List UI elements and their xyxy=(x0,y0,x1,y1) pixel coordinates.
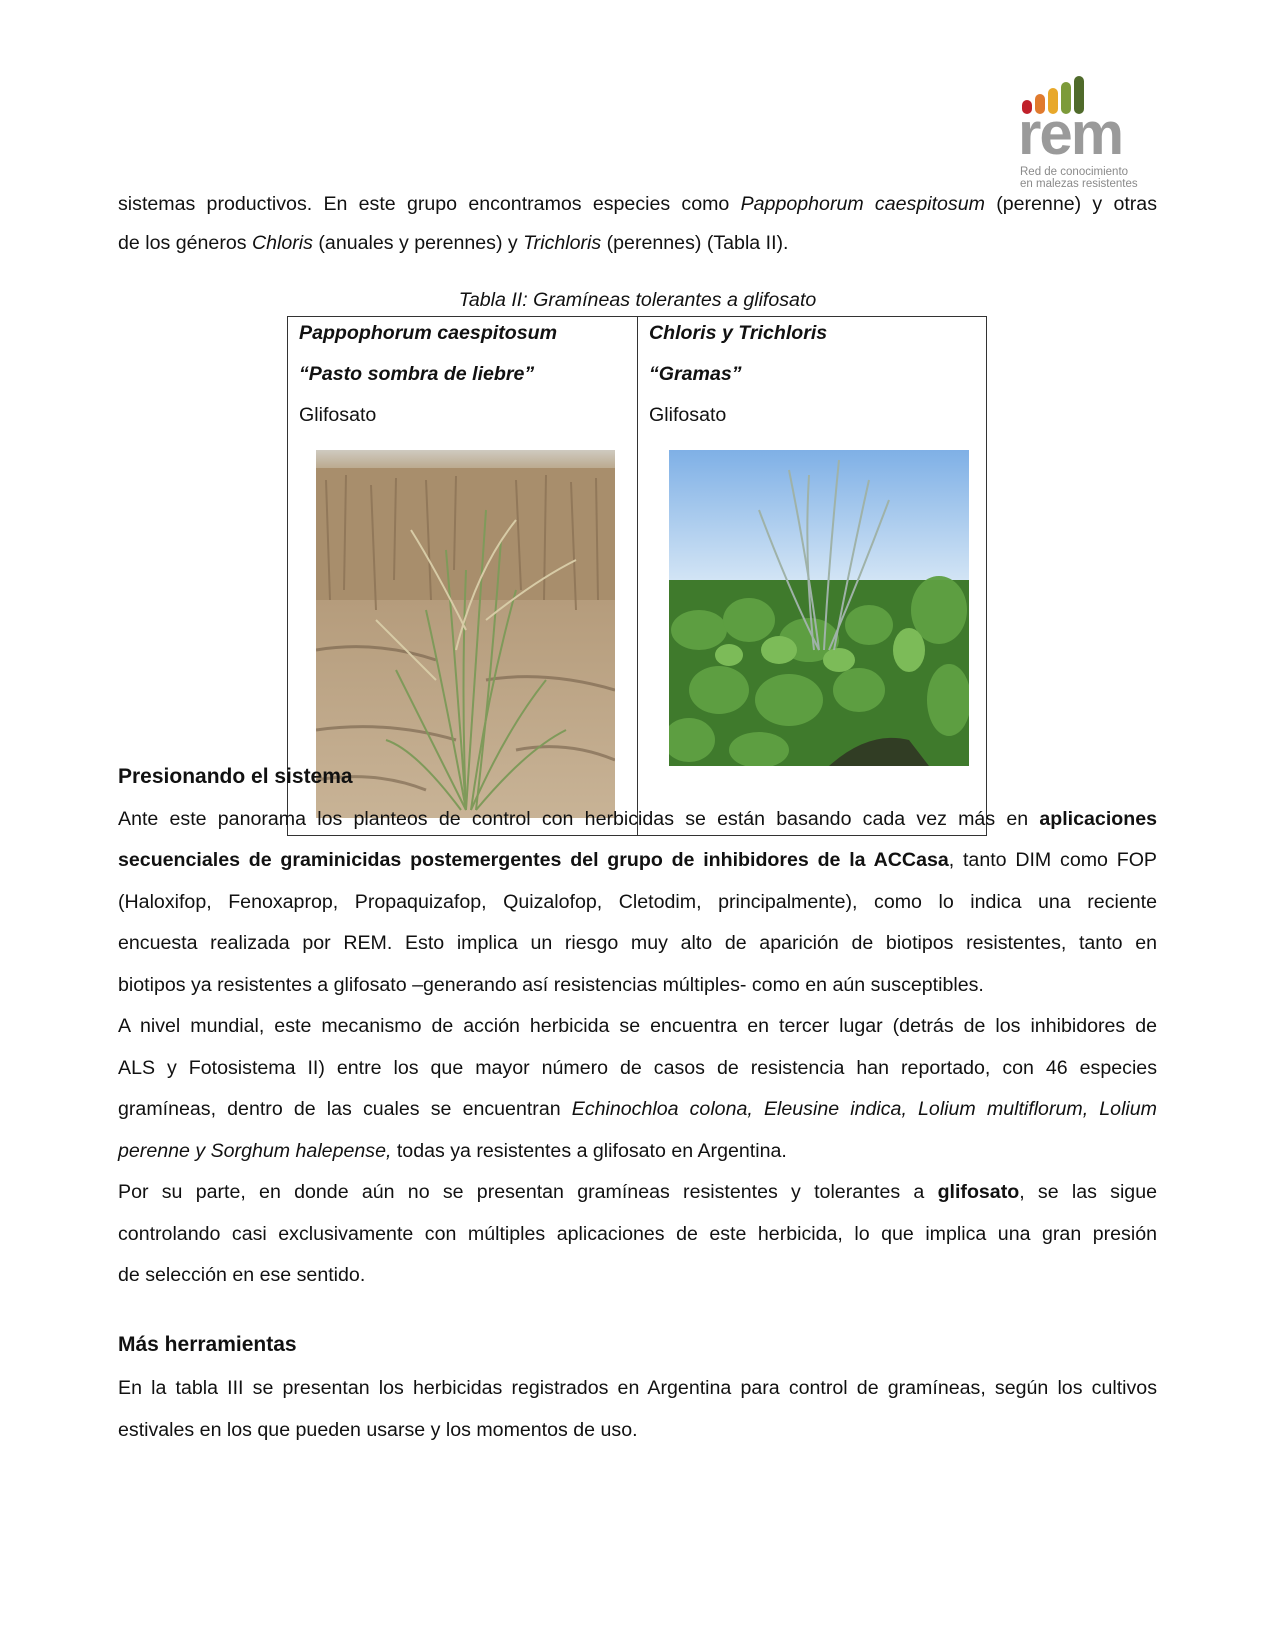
paragraph-line xyxy=(118,807,1157,831)
genus-name: Trichloris xyxy=(523,232,602,254)
paragraph-line: de selección en ese sentido. xyxy=(118,1264,366,1286)
common-name: “Gramas” xyxy=(649,363,742,385)
paragraph-line: A nivel mundial, este mecanismo de acción herbicida se encuentra en tercer lugar (detrás de los inhibidores de xyxy=(118,1015,1157,1037)
text: Por su parte, en donde aún no se presentan gramíneas resistentes y tolerantes a xyxy=(118,1181,938,1203)
text: (anuales y perennes) y xyxy=(312,232,524,254)
paragraph-line: ALS y Fotosistema II) entre los que mayor número de casos de resistencia han reportado, con 46 especies xyxy=(118,1057,1157,1079)
text: (perennes) (Tabla II). xyxy=(601,232,789,254)
table-ii xyxy=(287,316,987,836)
text: sistemas productivos. En este grupo encontramos especies como xyxy=(118,193,741,215)
section-heading-mas-herramientas: Más herramientas xyxy=(118,1333,297,1356)
paragraph-line: biotipos ya resistentes a glifosato –generando así resistencias múltiples- como en aún susceptibles. xyxy=(118,974,984,996)
text: todas ya resistentes a glifosato en Argentina. xyxy=(391,1140,787,1162)
species-name: Pappophorum caespitosum xyxy=(740,193,985,215)
paragraph-line: controlando casi exclusivamente con múltiples aplicaciones de este herbicida, lo que implica una gran presión xyxy=(118,1223,1157,1245)
species-list: perenne y Sorghum halepense, xyxy=(118,1140,392,1162)
emphasis: secuenciales de graminicidas postemergentes del grupo de inhibidores de la ACCasa xyxy=(118,849,949,871)
genus-name: Chloris xyxy=(251,232,313,254)
emphasis: aplicaciones xyxy=(1039,808,1157,830)
logo-tagline-1: Red de conocimiento xyxy=(1020,166,1129,178)
species-name: Pappophorum caespitosum xyxy=(299,322,558,344)
text: Ante este panorama los planteos de control con herbicidas se están basando cada vez más en xyxy=(118,808,1040,830)
table-cell-pappophorum xyxy=(288,317,638,835)
intro-line-2 xyxy=(118,231,1157,255)
paragraph-line xyxy=(118,1180,1157,1204)
text: (perenne) y otras xyxy=(984,193,1158,215)
paragraph-line xyxy=(118,848,1157,872)
intro-line-1 xyxy=(118,192,1157,216)
table-cell-chloris xyxy=(638,317,988,835)
paragraph-line: estivales en los que pueden usarse y los momentos de uso. xyxy=(118,1419,638,1441)
logo-wordmark: rem xyxy=(1018,100,1123,167)
paragraph-line xyxy=(118,1097,1157,1121)
text: gramíneas, dentro de las cuales se encuentran xyxy=(118,1098,572,1120)
text: de los géneros xyxy=(118,232,252,254)
text: , se las sigue xyxy=(1019,1181,1158,1203)
common-name: “Pasto sombra de liebre” xyxy=(299,363,535,385)
paragraph-line xyxy=(118,1139,1157,1163)
paragraph-line: (Haloxifop, Fenoxaprop, Propaquizafop, Quizalofop, Cletodim, principalmente), como lo indica una reciente xyxy=(118,891,1157,913)
pappophorum-photo xyxy=(316,450,615,818)
table-caption: Tabla II: Gramíneas tolerantes a glifosato xyxy=(458,289,817,311)
species-name: Chloris y Trichloris xyxy=(649,322,828,344)
text: , tanto DIM como FOP xyxy=(948,849,1158,871)
emphasis: glifosato xyxy=(937,1181,1020,1203)
herbicide-name: Glifosato xyxy=(299,404,377,426)
chloris-photo xyxy=(669,450,969,766)
section-heading-presionando: Presionando el sistema xyxy=(118,765,353,788)
paragraph-line: encuesta realizada por REM. Esto implica un riesgo muy alto de aparición de biotipos resistentes, tanto en xyxy=(118,932,1157,954)
rem-logo xyxy=(1018,70,1163,192)
paragraph-line: En la tabla III se presentan los herbicidas registrados en Argentina para control de gramíneas, según los cultivos xyxy=(118,1377,1157,1399)
herbicide-name: Glifosato xyxy=(649,404,727,426)
logo-tagline-2: en malezas resistentes xyxy=(1020,178,1138,190)
species-list: Echinochloa colona, Eleusine indica, Lolium multiflorum, Lolium xyxy=(571,1098,1157,1120)
